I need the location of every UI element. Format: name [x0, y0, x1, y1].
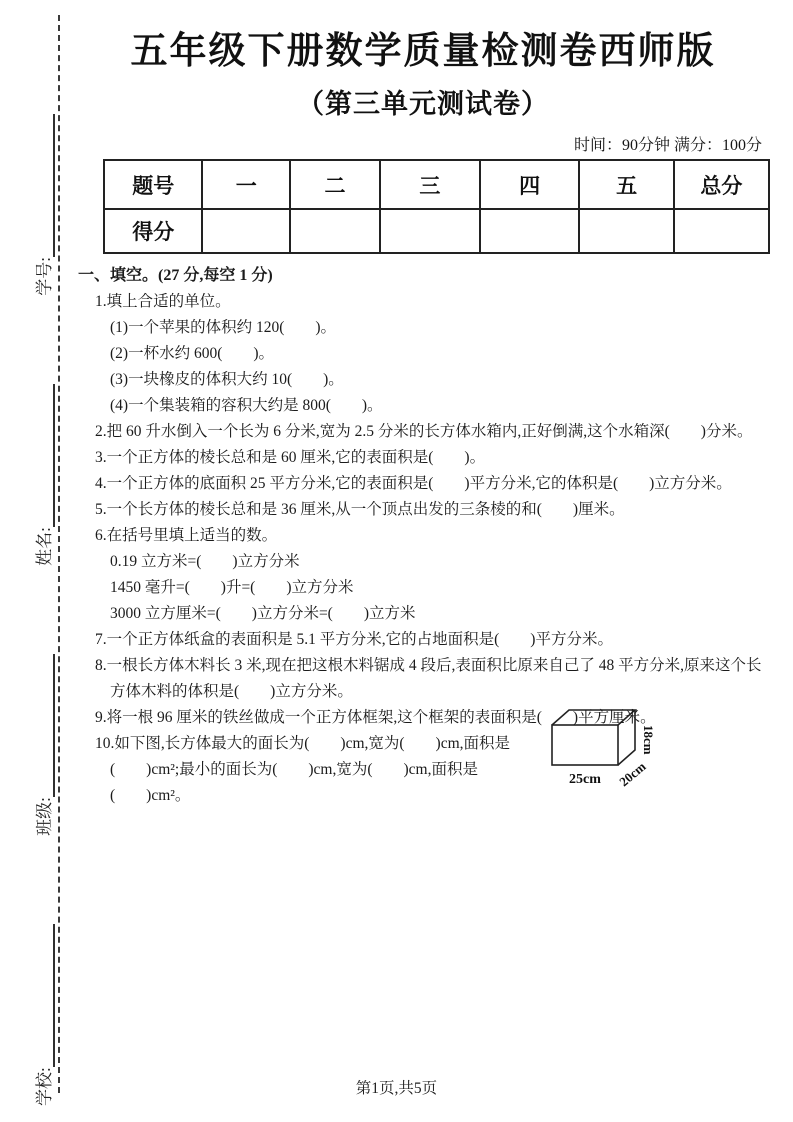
score-table-header-row: [104, 160, 769, 209]
dimension-label-height: 18cm: [641, 725, 656, 755]
score-cell-empty: [579, 209, 673, 253]
field-name: [30, 384, 55, 566]
exam-meta: 时间：90分钟 满分：100分: [573, 137, 762, 154]
score-header-cell: 五: [579, 160, 673, 209]
question-line: 8.一根长方体木料长 3 米,现在把这根木料锯成 4 段后,表面积比原来自己了 48 平方分米,原来这个长方体木料的体积是( )立方分米。: [95, 657, 762, 700]
question-line: 9.将一根 96 厘米的铁丝做成一个正方体框架,这个框架的表面积是( )平方厘米。: [95, 709, 656, 726]
page-body: [78, 0, 768, 809]
field-student-number: [30, 114, 55, 296]
question-line: 10.如下图,长方体最大的面长为( )cm,宽为( )cm,面积是( )cm²;最小的面长为( )cm,宽为( )cm,面积是( )cm²。: [95, 735, 511, 804]
question-line: (4)一个集装箱的容积大约是 800( )。: [110, 397, 383, 414]
question-line: 7.一个正方体纸盒的表面积是 5.1 平方分米,它的占地面积是( )平方分米。: [95, 631, 613, 648]
field-name-label: 姓名:: [34, 527, 54, 566]
score-header-cell: 总分: [674, 160, 769, 209]
score-cell-empty: [290, 209, 380, 253]
score-table: [103, 159, 770, 254]
question-line-10: [95, 725, 768, 809]
score-table-score-row: [104, 209, 769, 253]
field-class-label: 班级:: [34, 797, 54, 836]
score-header-cell: 题号: [104, 160, 202, 209]
question-line: 1.填上合适的单位。: [95, 293, 231, 310]
question-line: 6.在括号里填上适当的数。: [95, 527, 278, 544]
dimension-label-length: 25cm: [569, 772, 601, 787]
section-title: 一、填空。(27 分,每空 1 分): [78, 267, 273, 284]
field-class: [30, 654, 55, 836]
question-line: 4.一个正方体的底面积 25 平方分米,它的表面积是( )平方分米,它的体积是( )立方分米。: [95, 475, 732, 492]
question-line: 0.19 立方米=( )立方分米: [110, 553, 300, 570]
score-header-cell: 二: [290, 160, 380, 209]
score-cell-empty: [202, 209, 290, 253]
field-school-blank-line: [38, 924, 55, 1067]
questions-section: [78, 263, 768, 809]
score-header-cell: 一: [202, 160, 290, 209]
question-line: (3)一块橡皮的体积大约 10( )。: [110, 371, 344, 388]
field-student-number-label: 学号:: [34, 257, 54, 296]
page-subtitle: （第三单元测试卷）: [297, 89, 549, 119]
score-row-label: 得分: [104, 209, 202, 253]
question-line: 3.一个正方体的棱长总和是 60 厘米,它的表面积是( )。: [95, 449, 486, 466]
dimension-label-depth: 20cm: [616, 758, 649, 789]
question-line: 5.一个长方体的棱长总和是 36 厘米,从一个顶点出发的三条棱的和( )厘米。: [95, 501, 625, 518]
score-cell-empty: [480, 209, 580, 253]
question-line: (2)一杯水约 600( )。: [110, 345, 275, 362]
page-title: 五年级下册数学质量检测卷西师版: [130, 31, 716, 72]
field-name-blank-line: [38, 384, 55, 527]
score-header-cell: 三: [380, 160, 480, 209]
question-line: 2.把 60 升水倒入一个长为 6 分米,宽为 2.5 分米的长方体水箱内,正好倒满,这个水箱深( )分米。: [95, 423, 753, 440]
field-student-number-blank-line: [38, 114, 55, 257]
cuboid-front-face: [552, 725, 618, 765]
field-school-label: 学校:: [34, 1067, 54, 1106]
score-cell-empty: [674, 209, 769, 253]
field-class-blank-line: [38, 654, 55, 797]
question-line: (1)一个苹果的体积约 120( )。: [110, 319, 337, 336]
question-line: 3000 立方厘米=( )立方分米=( )立方米: [110, 605, 416, 622]
question-line: 1450 毫升=( )升=( )立方分米: [110, 579, 354, 596]
score-header-cell: 四: [480, 160, 580, 209]
page-footer: 第1页,共5页: [355, 1080, 438, 1097]
score-cell-empty: [380, 209, 480, 253]
student-info-stub: [22, 114, 62, 1106]
